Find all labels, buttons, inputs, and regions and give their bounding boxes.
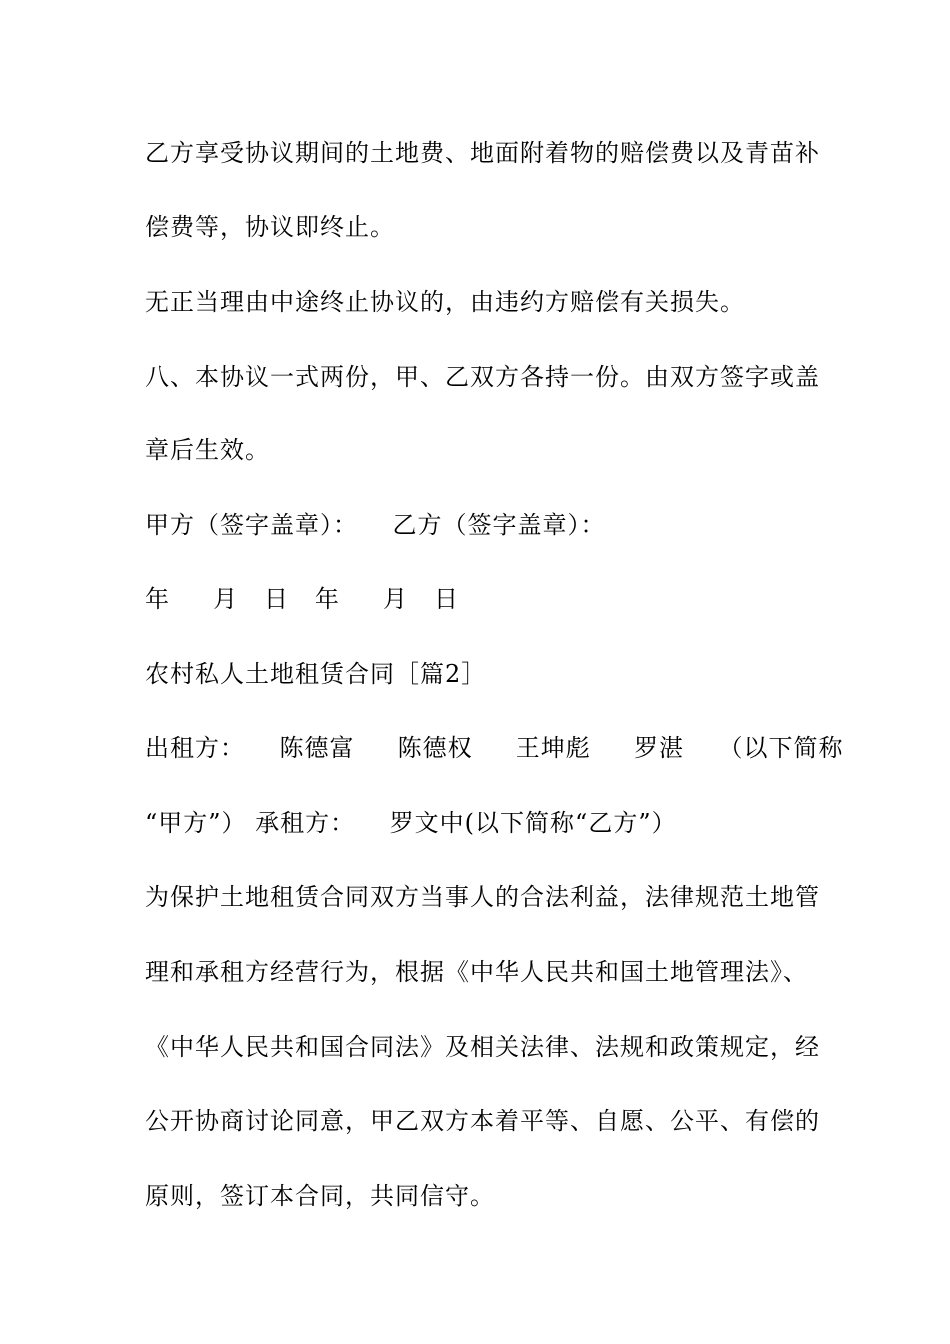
paragraph-line: 为保护土地租赁合同双方当事人的合法利益，法律规范土地管 [145, 883, 820, 911]
paragraph-line: 公开协商讨论同意，甲乙双方本着平等、自愿、公平、有偿的 [145, 1107, 820, 1135]
signature-line: 甲方（签字盖章）： 乙方（签字盖章）： [145, 511, 606, 539]
paragraph-line: 无正当理由中途终止协议的，由违约方赔偿有关损失。 [145, 288, 745, 316]
paragraph-line: 原则，签订本合同，共同信守。 [145, 1182, 495, 1210]
paragraph-line: 偿费等，协议即终止。 [145, 213, 395, 241]
date-line: 年 月 日 年 月 日 [145, 585, 459, 613]
section-title: 农村私人土地租赁合同［篇2］ [145, 660, 487, 688]
paragraph-line: 乙方享受协议期间的土地费、地面附着物的赔偿费以及青苗补 [145, 139, 820, 167]
paragraph-line: 章后生效。 [145, 436, 270, 464]
parties-line: “甲方”） 承租方： 罗文中(以下简称“乙方”） [145, 809, 677, 837]
paragraph-line: 八、本协议一式两份，甲、乙双方各持一份。由双方签字或盖 [145, 363, 820, 391]
paragraph-line: 《中华人民共和国合同法》及相关法律、法规和政策规定，经 [145, 1033, 820, 1061]
paragraph-line: 理和承租方经营行为，根据《中华人民共和国土地管理法》、 [145, 958, 808, 986]
parties-line: 出租方： 陈德富 陈德权 王坤彪 罗湛 （以下简称 [145, 734, 844, 762]
